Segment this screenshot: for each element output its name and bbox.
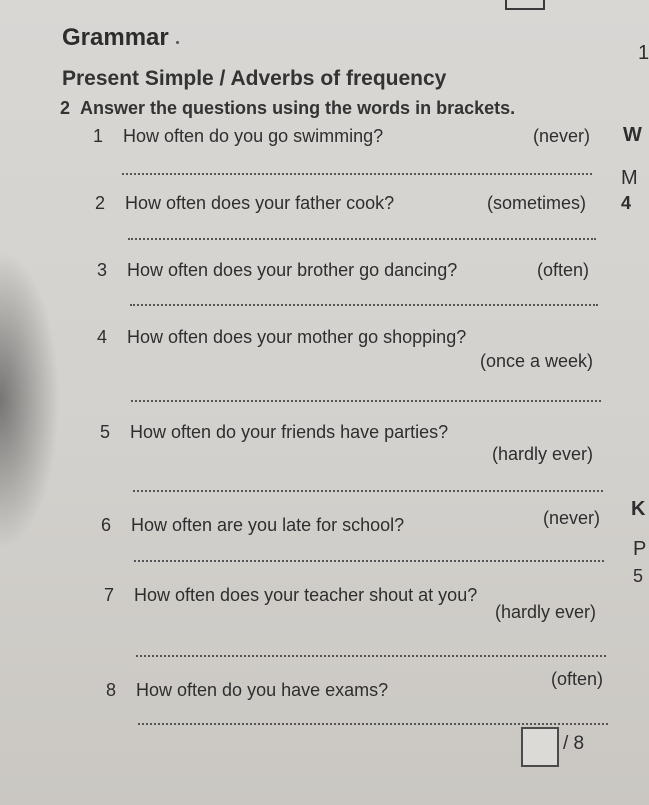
score-box[interactable] — [521, 727, 559, 767]
question-6: 6 How often are you late for school? — [101, 515, 405, 535]
margin-fragment-2: W — [623, 124, 642, 146]
question-7: 7 How often does your teacher shout at you? — [104, 585, 478, 605]
margin-fragment-4: 4 — [621, 193, 632, 213]
answer-line-8[interactable] — [138, 723, 608, 725]
answer-line-4[interactable] — [131, 400, 601, 402]
score-total: / 8 — [563, 733, 585, 754]
question-4: 4 How often does your mother go shopping? — [97, 327, 467, 347]
task-text: Answer the questions using the words in brackets. — [80, 98, 516, 118]
score-box-top — [505, 0, 545, 10]
question-1: 1 How often do you go swimming? — [93, 126, 384, 146]
subheading: Present Simple / Adverbs of frequency — [62, 67, 447, 90]
hint-8: (often) — [551, 669, 604, 689]
margin-fragment-5: K — [631, 498, 646, 520]
answer-line-5[interactable] — [133, 490, 603, 492]
hint-3: (often) — [537, 260, 590, 280]
answer-line-1[interactable] — [122, 173, 592, 175]
hint-6: (never) — [543, 508, 601, 528]
title-dot — [176, 41, 179, 44]
question-8: 8 How often do you have exams? — [106, 680, 389, 700]
answer-line-6[interactable] — [134, 560, 604, 562]
margin-fragment-1: 1 — [638, 42, 649, 64]
hint-7: (hardly ever) — [495, 602, 597, 622]
hint-5: (hardly ever) — [492, 444, 594, 464]
section-title: Grammar — [62, 24, 169, 51]
question-3: 3 How often does your brother go dancing? — [97, 260, 458, 280]
margin-fragment-7: 5 — [633, 566, 644, 586]
question-5: 5 How often do your friends have parties? — [100, 422, 449, 442]
answer-line-7[interactable] — [136, 655, 606, 657]
answer-line-3[interactable] — [130, 304, 598, 306]
question-2: 2 How often does your father cook? — [95, 193, 395, 213]
task-number: 2 — [60, 98, 71, 118]
answer-line-2[interactable] — [128, 238, 596, 240]
hint-4: (once a week) — [480, 351, 594, 371]
margin-fragment-6: P — [633, 538, 647, 560]
hint-2: (sometimes) — [487, 193, 587, 213]
hand-shadow — [0, 250, 60, 550]
margin-fragment-3: M — [621, 167, 638, 189]
task-instruction — [60, 98, 515, 119]
hint-1: (never) — [533, 126, 591, 146]
